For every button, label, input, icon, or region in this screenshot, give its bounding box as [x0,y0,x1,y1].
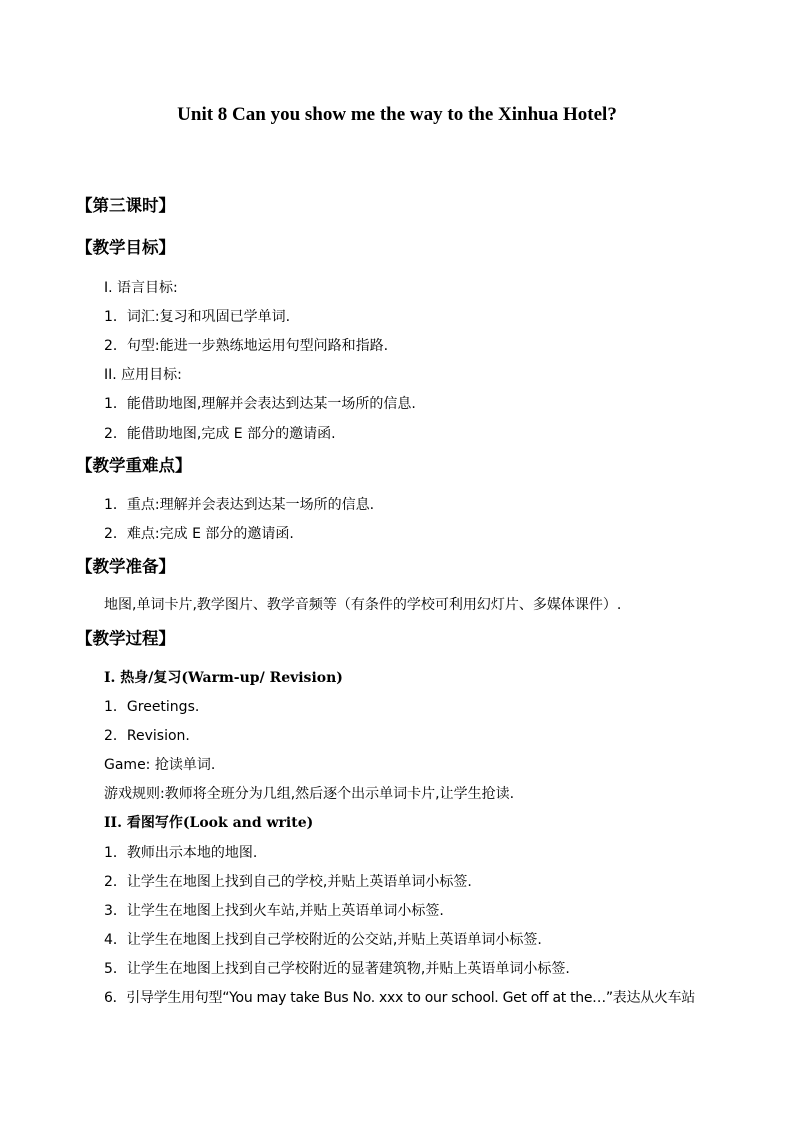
process-line: Game: 抢读单词. [104,757,216,773]
key-point-line: 2．难点:完成 E 部分的邀请函. [104,526,294,542]
key-point-line: 1．重点:理解并会表达到达某一场所的信息. [104,497,375,513]
preparation-heading: 【教学准备】 [76,557,175,576]
lesson-label: 【第三课时】 [76,196,175,215]
objectives-heading: 【教学目标】 [76,238,175,257]
document-title: Unit 8 Can you show me the way to the Xinhua Hotel? [177,104,617,125]
preparation-text: 地图,单词卡片,教学图片、教学音频等（有条件的学校可利用幻灯片、多媒体课件）. [104,597,622,613]
process-line: 5．让学生在地图上找到自己学校附近的显著建筑物,并贴上英语单词小标签. [104,961,570,977]
process-line: 游戏规则:教师将全班分为几组,然后逐个出示单词卡片,让学生抢读. [104,786,515,802]
process-line: 2．Revision. [104,728,190,744]
process-line: 6．引导学生用句型“You may take Bus No. xxx to our school. Get off at the…”表达从火车站 [104,990,696,1006]
process-part1-title: I. 热身/复习(Warm-up/ Revision) [104,670,343,686]
process-line: 3．让学生在地图上找到火车站,并贴上英语单词小标签. [104,903,444,919]
objective-line: 1．能借助地图,理解并会表达到达某一场所的信息. [104,396,416,412]
process-line: 1．Greetings. [104,699,200,715]
objective-line: II. 应用目标: [104,367,182,383]
key-points-heading: 【教学重难点】 [76,456,192,475]
objective-line: 2．句型:能进一步熟练地运用句型问路和指路. [104,338,389,354]
process-line: 4．让学生在地图上找到自己学校附近的公交站,并贴上英语单词小标签. [104,932,542,948]
process-line: 1．教师出示本地的地图. [104,845,258,861]
objective-line: 1．词汇:复习和巩固已学单词. [104,309,291,325]
objective-line: 2．能借助地图,完成 E 部分的邀请函. [104,426,336,442]
process-heading: 【教学过程】 [76,629,175,648]
process-part2-title: II. 看图写作(Look and write) [104,815,314,831]
process-line: 2．让学生在地图上找到自己的学校,并贴上英语单词小标签. [104,874,472,890]
objective-line: I. 语言目标: [104,280,178,296]
